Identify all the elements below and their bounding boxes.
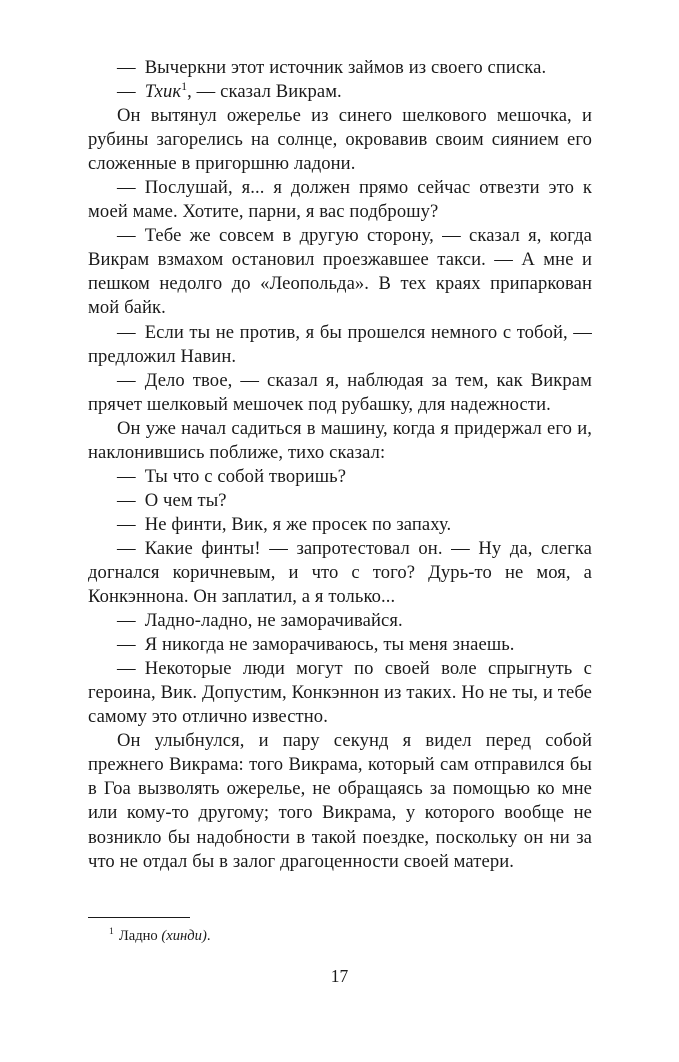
em-dash: — (117, 225, 136, 247)
paragraph-dialogue (88, 224, 592, 320)
paragraph-text: Послушай, я... я должен прямо сейчас отвезти это к моей маме. Хотите, парни, я вас подброшу? (88, 177, 592, 223)
paragraph-text: Он уже начал садиться в машину, когда я придержал его и, наклонившись поближе, тихо сказал: (88, 417, 592, 463)
paragraph-dialogue (88, 489, 592, 513)
paragraph-text: Я никогда не заморачиваюсь, ты меня знаешь. (144, 634, 515, 656)
paragraph-dialogue (88, 56, 592, 80)
paragraph-dialogue (88, 176, 592, 224)
footnote-text-tail: . (206, 928, 211, 944)
footnote-marker: 1 (109, 926, 114, 938)
em-dash: — (117, 658, 136, 680)
paragraph-narrative (88, 729, 592, 873)
paragraph-text: , — сказал Викрам. (187, 81, 342, 103)
paragraph-text: Если ты не против, я бы прошелся немного с тобой, — предложил Навин. (88, 321, 592, 367)
paragraph-dialogue (88, 465, 592, 489)
paragraph-text: Он улыбнулся, и пару секунд я видел перед собой прежнего Викрама: того Викрама, который сам отправился бы в Гоа вызволять ожерелье, не обращаясь за помощью ко мне или кому-то другому; того Викрама, у которого вообще не возникло бы надобности в такой поездке, поскольку он ни за что не отдал бы в залог драгоценности своей матери. (88, 730, 592, 872)
em-dash: — (117, 57, 136, 78)
foreign-word-italic: Тхик (144, 81, 182, 103)
footnote-separator-rule (88, 917, 190, 918)
page-number: 17 (330, 966, 349, 986)
footnote-entry (88, 927, 592, 946)
footnote-reference-marker[interactable]: 1 (181, 80, 188, 93)
footnote-area (88, 917, 592, 946)
paragraph-text: Ты что с собой творишь? (144, 465, 347, 487)
em-dash: — (117, 634, 136, 656)
em-dash: — (117, 610, 136, 632)
footnote-text: Ладно (118, 928, 158, 944)
paragraph-dialogue (88, 321, 592, 369)
em-dash: — (117, 369, 136, 391)
paragraph-narrative (88, 417, 592, 465)
paragraph-text: Тебе же совсем в другую сторону, — сказал я, когда Викрам взмахом остановил проезжавшее такси. — А мне и пешком недолго до «Леопольда». В тех краях припаркован мой байк. (88, 225, 592, 319)
em-dash: — (117, 81, 136, 103)
body-text-block (88, 56, 592, 874)
paragraph-text: Он вытянул ожерелье из синего шелкового мешочка, и рубины загорелись на солнце, окровавив своим сиянием его сложенные в пригоршню ладони. (88, 105, 592, 175)
em-dash: — (117, 537, 136, 559)
paragraph-text: Некоторые люди могут по своей воле спрыгнуть с героина, Вик. Допустим, Конкэннон из таких. Но не ты, и тебе самому это отлично известно. (88, 658, 592, 728)
paragraph-dialogue (88, 657, 592, 729)
paragraph-text: Какие финты! — запротестовал он. — Ну да, слегка догнался коричневым, и что с того? Дурь-то не моя, а Конкэннона. Он заплатил, а я только... (88, 537, 592, 608)
footnote-language-italic: (хинди) (161, 928, 207, 944)
em-dash: — (117, 513, 136, 535)
paragraph-text: Дело твое, — сказал я, наблюдая за тем, как Викрам прячет шелковый мешочек под рубашку, для надежности. (88, 369, 592, 415)
paragraph-narrative (88, 104, 592, 176)
em-dash: — (117, 321, 136, 343)
paragraph-text: О чем ты? (144, 489, 227, 511)
paragraph-text: Ладно-ладно, не заморачивайся. (144, 610, 403, 632)
paragraph-dialogue (88, 369, 592, 417)
em-dash: — (117, 177, 136, 199)
paragraph-dialogue (88, 537, 592, 609)
paragraph-dialogue (88, 513, 592, 537)
paragraph-text: Вычеркни этот источник займов из своего списка. (144, 57, 547, 78)
paragraph-dialogue (88, 609, 592, 633)
paragraph-dialogue (88, 633, 592, 657)
paragraph-text: Не финти, Вик, я же просек по запаху. (144, 513, 452, 535)
em-dash: — (117, 489, 136, 511)
paragraph-dialogue-footnote (88, 80, 592, 104)
em-dash: — (117, 465, 136, 487)
